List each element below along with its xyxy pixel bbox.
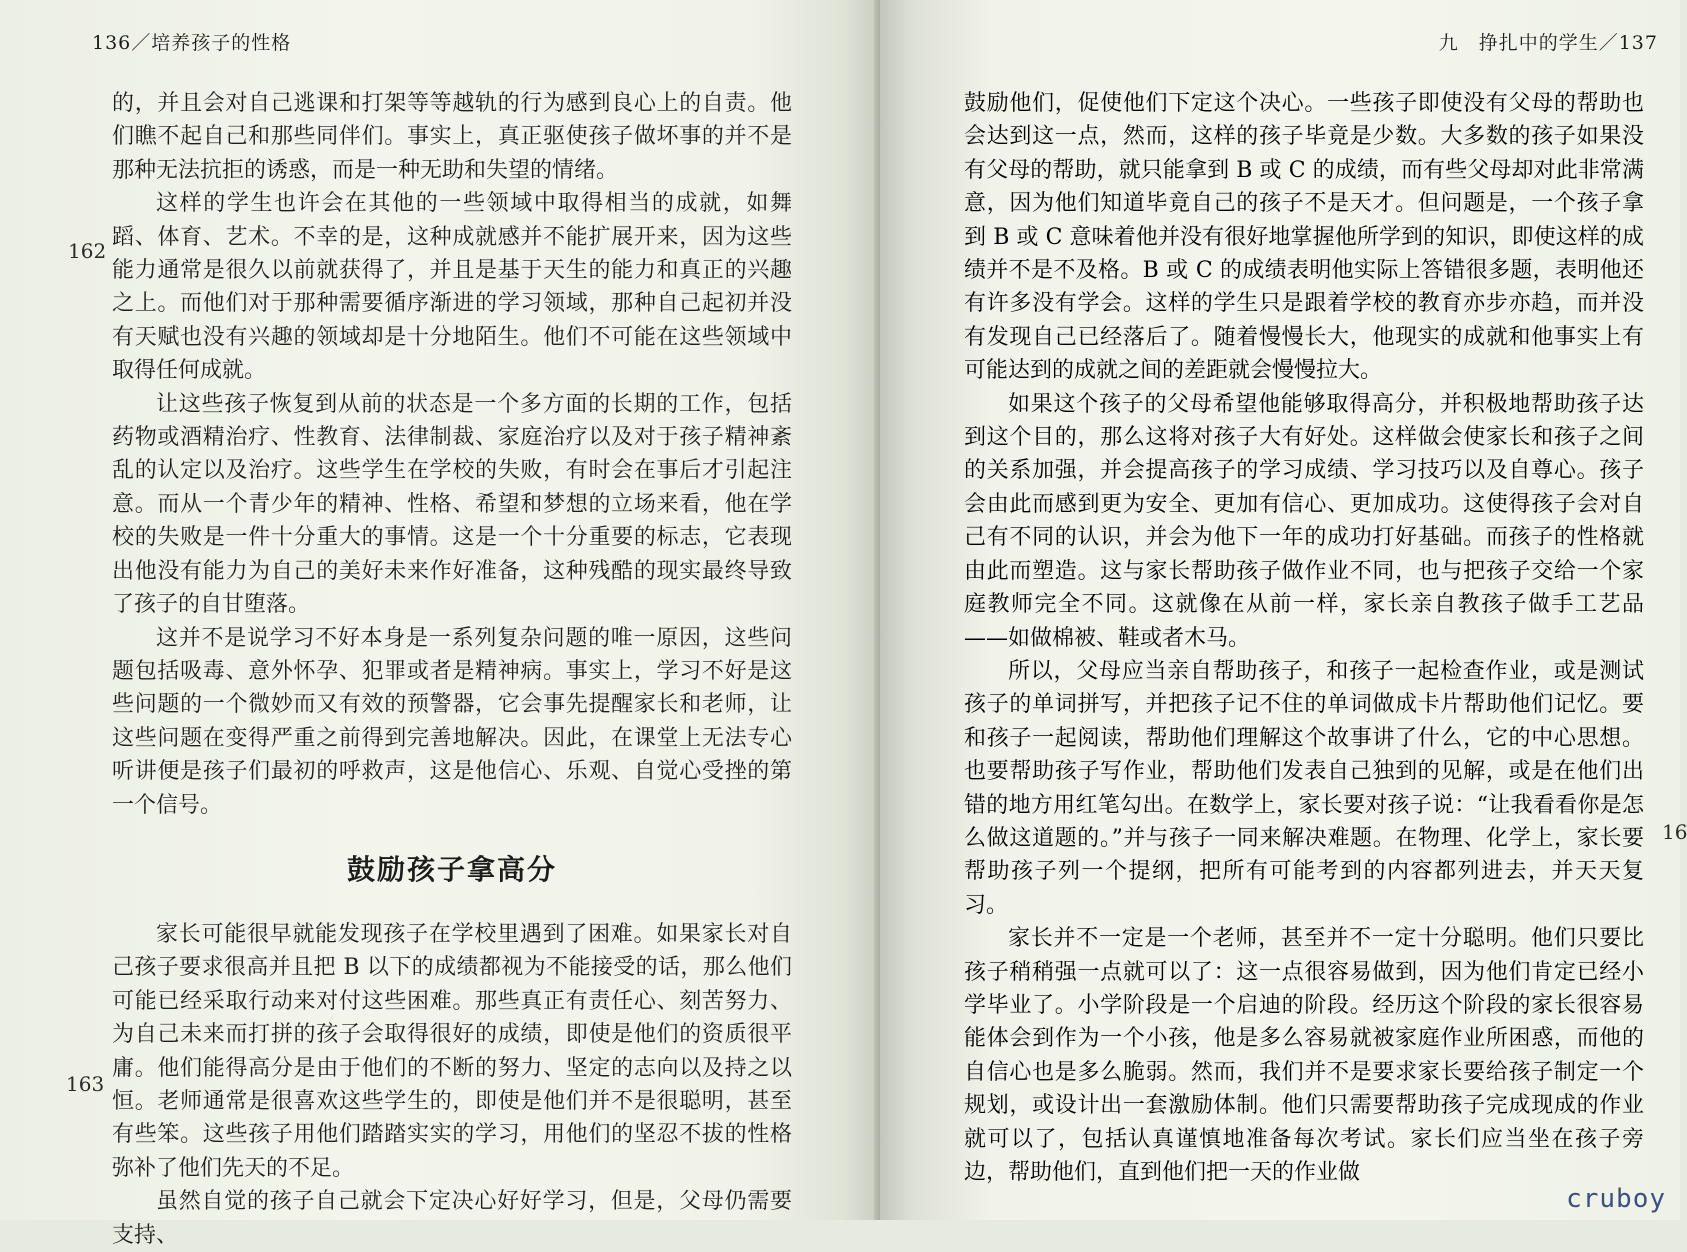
margin-page-number-162: 162 bbox=[68, 239, 107, 263]
right-paragraph-4: 家长并不一定是一个老师，甚至并不一定十分聪明。他们只要比孩子稍稍强一点就可以了：这一点很容易做到，因为他们肯定已经小学毕业了。小学阶段是一个启迪的阶段。经历这个阶段的家长很容易能体会到作为一个小孩，他是多么容易就被家庭作业所困惑，而他的自信心也是多么脆弱。然而，我们并不是要求家长要给孩子制定一个规划，或设计出一套激励体制。他们只需要帮助孩子完成现成的作业就可以了，包括认真谨慎地准备每次考试。家长们应当坐在孩子旁边，帮助他们，直到他们把一天的作业做 bbox=[964, 926, 1644, 1185]
left-body-text bbox=[112, 87, 792, 1252]
right-paragraph-1: 鼓励他们，促使他们下定这个决心。一些孩子即使没有父母的帮助也会达到这一点，然而，这样的孩子毕竟是少数。大多数的孩子如果没有父母的帮助，就只能拿到 B 或 C 的成绩，而有些父母却对此非常满意，因为他们知道毕竟自己的孩子不是天才。但问题是，一个孩子拿到 B 或 C 意味着他并没有很好地掌握他所学到的知识，即使这样的成绩并不是不及格。B 或 C 的成绩表明他实际上答错很多题，表明他还有许多没有学会。这样的学生只是跟着学校的教育亦步亦趋，而并没有发现自己已经落后了。随着慢慢长大，他现实的成就和他事实上有可能达到的成就之间的差距就会慢慢拉大。 bbox=[964, 91, 1644, 384]
right-running-header: 九 挣扎中的学生／137 bbox=[1438, 32, 1658, 54]
left-paragraph-4: 这并不是说学习不好本身是一系列复杂问题的唯一原因，这些问题包括吸毒、意外怀孕、犯罪或者是精神病。事实上，学习不好是这些问题的一个微妙而又有效的预警器，它会事先提醒家长和老师，让这些问题在变得严重之前得到完善地解决。因此，在课堂上无法专心听讲便是孩子们最初的呼救声，这是他信心、乐观、自觉心受挫的第一个信号。 bbox=[112, 625, 792, 818]
left-running-header: 136／培养孩子的性格 bbox=[92, 32, 292, 54]
left-paragraph-1: 的，并且会对自己逃课和打架等等越轨的行为感到良心上的自责。他们瞧不起自己和那些同伴们。事实上，真正驱使孩子做坏事的并不是那种无法抗拒的诱惑，而是一种无助和失望的情绪。 bbox=[112, 91, 792, 183]
scanner-watermark: cruboy bbox=[1566, 1184, 1666, 1214]
left-paragraph-3: 让这些孩子恢复到从前的状态是一个多方面的长期的工作，包括药物或酒精治疗、性教育、法律制裁、家庭治疗以及对于孩子精神紊乱的认定以及治疗。这些学生在学校的失败，有时会在事后才引起注意。而从一个青少年的精神、性格、希望和梦想的立场来看，他在学校的失败是一件十分重大的事情。这是一个十分重要的标志，它表现出他没有能力为自己的美好未来作好准备，这种残酷的现实最终导致了孩子的自甘堕落。 bbox=[112, 391, 792, 618]
left-paragraph-5: 家长可能很早就能发现孩子在学校里遇到了困难。如果家长对自己孩子要求很高并且把 B 以下的成绩都视为不能接受的话，那么他们可能已经采取行动来对付这些困难。那些真正有责任心、刻苦努力、为自己未来而打拼的孩子会取得很好的成绩，即使是他们的资质很平庸。他们能得高分是由于他们的不断的努力、坚定的志向以及持之以恒。老师通常是很喜欢这些学生的，即使是他们并不是很聪明，甚至有些笨。这些孩子用他们踏踏实实的学习，用他们的坚忍不拔的性格弥补了他们先天的不足。 bbox=[112, 921, 792, 1181]
left-paragraph-2: 这样的学生也许会在其他的一些领域中取得相当的成就，如舞蹈、体育、艺术。不幸的是，这种成就感并不能扩展开来，因为这些能力通常是很久以前就获得了，并且是基于天生的能力和真正的兴趣之上。而他们对于那种需要循序渐进的学习领域，那种自己起初并没有天赋也没有兴趣的领域却是十分地陌生。他们不可能在这些领域中取得任何成就。 bbox=[112, 191, 792, 384]
section-heading: 鼓励孩子拿高分 bbox=[346, 852, 557, 886]
left-paragraph-6: 虽然自觉的孩子自己就会下定决心好好学习，但是，父母仍需要支持、 bbox=[112, 1189, 792, 1248]
right-paragraph-3: 所以，父母应当亲自帮助孩子，和孩子一起检查作业，或是测试孩子的单词拼写，并把孩子记不住的单词做成卡片帮助他们记忆。要和孩子一起阅读，帮助他们理解这个故事讲了什么，它的中心思想。也要帮助孩子写作业，帮助他们发表自己独到的见解，或是在他们出错的地方用红笔勾出。在数学上，家长要对孩子说：“让我看看你是怎么做这道题的。”并与孩子一同来解决难题。在物理、化学上，家长要帮助孩子列一个提纲，把所有可能考到的内容都列进去，并天天复习。 bbox=[964, 658, 1644, 918]
right-body-text bbox=[964, 87, 1644, 1189]
margin-page-number-163: 163 bbox=[66, 1072, 105, 1096]
right-paragraph-2: 如果这个孩子的父母希望他能够取得高分，并积极地帮助孩子达到这个目的，那么这将对孩子大有好处。这样做会使家长和孩子之间的关系加强，并会提高孩子的学习成绩、学习技巧以及自尊心。孩子会由此而感到更为安全、更加有信心、更加成功。这使得孩子会对自己有不同的认识，并会为他下一年的成功打好基础。而孩子的性格就由此而塑造。这与家长帮助孩子做作业不同，也与把孩子交给一个家庭教师完全不同。这就像在从前一样，家长亲自教孩子做手工艺品——如做棉被、鞋或者木马。 bbox=[964, 391, 1644, 651]
margin-page-number-16: 16 bbox=[1662, 820, 1687, 844]
